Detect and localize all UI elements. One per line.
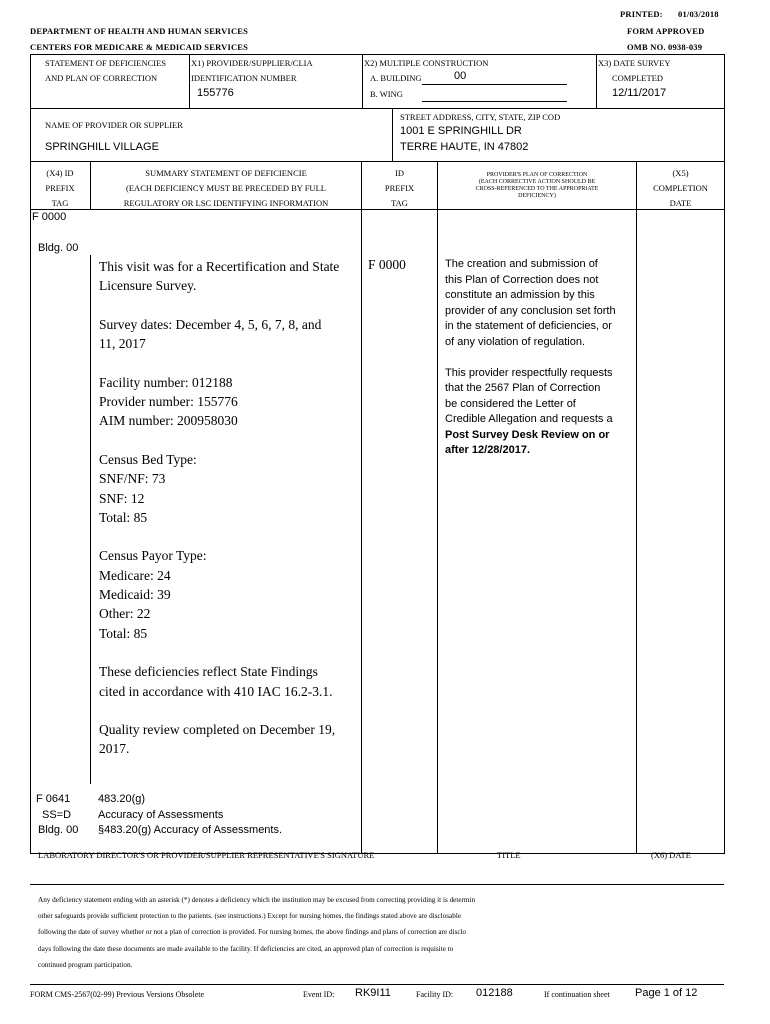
summary-p6 <box>99 662 359 701</box>
col-summary-header <box>91 166 361 211</box>
summary-p5-l1: Census Payor Type: <box>99 548 207 564</box>
plan-p1-l2: this Plan of Correction does not <box>445 273 599 286</box>
summary-p5-l2: Medicare: 24 <box>99 567 171 583</box>
box2-label2: IDENTIFICATION NUMBER <box>191 73 297 83</box>
id-tag-f0000: F 0000 <box>368 257 406 272</box>
agency-line2: CENTERS FOR MEDICARE & MEDICAID SERVICES <box>30 42 249 52</box>
disclaimer-l5: continued program participation. <box>38 960 133 969</box>
event-id-label: Event ID: <box>303 990 335 999</box>
summary-p2-l2: 11, 2017 <box>99 336 146 352</box>
plan-p2-l1: This provider respectfully requests <box>445 366 613 379</box>
summary-regulation <box>98 792 360 839</box>
disclaimer-l3: following the date of survey whether or not a plan of correction is provided. For nursing homes, the above findings and plans of correction are disclo <box>38 928 467 937</box>
plan-p2-l4: Credible Allegation and requests a <box>445 413 613 425</box>
rule-box-div1 <box>189 54 190 108</box>
col-x5-line1: (X5) <box>672 168 689 178</box>
tag-f0641-block <box>36 792 78 839</box>
summary-p5 <box>99 546 359 642</box>
address-line1: 1001 E SPRINGHILL DR <box>400 125 522 137</box>
tag-f0641: F 0641 <box>36 793 71 805</box>
summary-p5-l5: Total: 85 <box>99 625 148 641</box>
col-summary-line1: SUMMARY STATEMENT OF DEFICIENCIE <box>145 168 307 178</box>
col-id-header <box>362 166 437 211</box>
summary-p5-l4: Other: 22 <box>99 606 151 622</box>
disclaimer <box>38 892 728 973</box>
disclaimer-l4: days following the date these documents are made available to the facility. If deficiencies are cited, an approved plan of correction is requisite to <box>38 944 454 953</box>
summary-p4-l3: SNF: 12 <box>99 490 145 506</box>
summary-p6-l2: cited in accordance with 410 IAC 16.2-3.1. <box>99 683 333 699</box>
rule-col-plan <box>636 161 637 853</box>
signature-label: LABORATORY DIRECTOR'S OR PROVIDER/SUPPLIER REPRESENTATIVE'S SIGNATURE <box>38 850 375 860</box>
summary-p1-l2: Licensure Survey. <box>99 278 197 294</box>
summary-p1-l1: This visit was for a Recertification and State <box>99 259 340 274</box>
box1-label2: AND PLAN OF CORRECTION <box>45 73 158 83</box>
provider-id-value: 155776 <box>197 87 234 99</box>
wing-label: B. WING <box>370 89 403 99</box>
summary-p3-l1: Facility number: 012188 <box>99 374 233 390</box>
building-value: 00 <box>454 70 467 82</box>
plan-p1-l4: provider of any conclusion set forth <box>445 304 616 317</box>
printed-label: PRINTED: <box>620 9 663 19</box>
building-underline <box>422 84 567 85</box>
box2-label1: X1) PROVIDER/SUPPLIER/CLIA <box>191 58 313 68</box>
reg-line3: §483.20(g) Accuracy of Assessments. <box>98 824 283 836</box>
omb-number: OMB NO. 0938-039 <box>627 42 703 52</box>
building-label: A. BUILDING <box>370 73 422 83</box>
tag-f0000: F 0000 <box>32 211 67 223</box>
col-x4-line1: (X4) ID <box>46 168 74 178</box>
reg-line1: 483.20(g) <box>98 793 146 805</box>
col-x4-line3: TAG <box>51 198 69 208</box>
col-plan-line1: PROVIDER'S PLAN OF CORRECTION <box>486 172 588 178</box>
summary-p3-l2: Provider number: 155776 <box>99 394 238 410</box>
continuation-label: If continuation sheet <box>544 990 610 999</box>
col-summary-line3: REGULATORY OR LSC IDENTIFYING INFORMATION <box>123 198 329 208</box>
summary-p3 <box>99 373 359 431</box>
col-x5-line2: COMPLETION <box>653 183 708 193</box>
address-label: STREET ADDRESS, CITY, STATE, ZIP COD <box>400 112 561 122</box>
plan-p2 <box>445 366 635 459</box>
summary-body <box>99 257 359 759</box>
plan-p1-l5: in the statement of deficiencies, or <box>445 320 612 332</box>
box4-label1: X3) DATE SURVEY <box>598 58 671 68</box>
plan-p2-bold-l1: Post Survey Desk Review on or <box>445 428 610 441</box>
summary-p7-l2: 2017. <box>99 741 130 757</box>
col-x4-header <box>30 166 90 211</box>
col-plan-line3: CROSS-REFERENCED TO THE APPROPRIATE <box>475 186 599 192</box>
col-id-line1: ID <box>395 168 404 178</box>
summary-p7-l1: Quality review completed on December 19, <box>99 722 336 738</box>
box3-label1: X2) MULTIPLE CONSTRUCTION <box>364 58 489 68</box>
col-id-line3: TAG <box>391 198 408 208</box>
rule-col-summary <box>361 161 362 853</box>
summary-p4-l2: SNF/NF: 73 <box>99 471 166 487</box>
plan-p2-bold-l2: after 12/28/2017. <box>445 444 531 456</box>
col-x4-line2: PREFIX <box>45 183 75 193</box>
col-x5-line3: DATE <box>669 198 692 208</box>
date-label: (X6) DATE <box>651 850 691 860</box>
tag-ssd: SS=D <box>42 808 72 821</box>
summary-p5-l3: Medicaid: 39 <box>99 587 171 603</box>
summary-p2 <box>99 315 359 354</box>
rule-top <box>30 54 724 55</box>
rule-footer-top <box>30 984 724 985</box>
form-approved: FORM APPROVED <box>627 26 705 36</box>
summary-p7 <box>99 720 359 759</box>
col-plan-line4: DEFICIENCY) <box>518 193 556 199</box>
plan-p1-l1: The creation and submission of <box>445 258 598 270</box>
provider-name: SPRINGHILL VILLAGE <box>45 141 159 153</box>
printed-date: 01/03/2018 <box>678 9 719 19</box>
rule-box-bottom <box>30 108 724 109</box>
summary-p4-l1: Census Bed Type: <box>99 451 197 467</box>
summary-p6-l1: These deficiencies reflect State Findings <box>99 664 318 680</box>
event-id-value: RK9I11 <box>355 987 391 999</box>
col-x5-header <box>637 166 724 211</box>
title-label: TITLE <box>497 850 521 860</box>
box4-label2: COMPLETED <box>612 73 663 83</box>
summary-p3-l3: AIM number: 200958030 <box>99 413 238 429</box>
survey-date-value: 12/11/2017 <box>612 87 667 99</box>
summary-p4 <box>99 450 359 527</box>
plan-p2-l3: be considered the Letter of <box>445 397 576 410</box>
col-plan-line2: (EACH CORRECTIVE ACTION SHOULD BE <box>478 179 596 185</box>
rule-provider-bottom <box>30 161 724 162</box>
facility-id-label: Facility ID: <box>416 990 454 999</box>
form-number: FORM CMS-2567(02-99) Previous Versions Obsolete <box>30 990 205 999</box>
plan-p2-l2: that the 2567 Plan of Correction <box>445 382 601 394</box>
disclaimer-l2: other safeguards provide sufficient protection to the patients. (see instructions.) Except for nursing homes, the findings stated above are disclosable <box>38 912 462 921</box>
rule-col-x4-body <box>90 255 91 784</box>
rule-signature-bottom <box>30 884 724 885</box>
col-summary-line2: (EACH DEFICIENCY MUST BE PRECEDED BY FULL <box>126 183 326 193</box>
summary-p1 <box>99 257 359 296</box>
col-plan-header <box>438 172 636 200</box>
rule-box-div2 <box>362 54 363 108</box>
provider-label: NAME OF PROVIDER OR SUPPLIER <box>45 120 183 130</box>
tag-bldg00b: Bldg. 00 <box>38 824 79 836</box>
box1-label1: STATEMENT OF DEFICIENCIES <box>45 58 167 68</box>
summary-p2-l1: Survey dates: December 4, 5, 6, 7, 8, and <box>99 316 322 332</box>
facility-id-value: 012188 <box>476 987 513 999</box>
wing-underline <box>422 101 567 102</box>
reg-line2: Accuracy of Assessments <box>98 808 224 821</box>
page-number: Page 1 of 12 <box>635 987 698 999</box>
rule-right <box>724 54 725 854</box>
summary-p4-l4: Total: 85 <box>99 509 148 525</box>
rule-address-div <box>392 108 393 162</box>
plan-body <box>445 257 635 459</box>
rule-col-id <box>437 161 438 853</box>
tag-bldg00: Bldg. 00 <box>38 242 79 254</box>
address-line2: TERRE HAUTE, IN 47802 <box>400 141 529 153</box>
agency-line1: DEPARTMENT OF HEALTH AND HUMAN SERVICES <box>30 26 249 36</box>
plan-p1 <box>445 257 635 350</box>
plan-p1-l3: constitute an admission by this <box>445 289 595 301</box>
col-id-line2: PREFIX <box>384 183 415 193</box>
rule-box-div3 <box>596 54 597 108</box>
disclaimer-l1: Any deficiency statement ending with an asterisk (*) denotes a deficiency which the institution may be excused from correcting providing it is determin <box>38 896 476 904</box>
plan-p1-l6: of any violation of regulation. <box>445 335 586 348</box>
